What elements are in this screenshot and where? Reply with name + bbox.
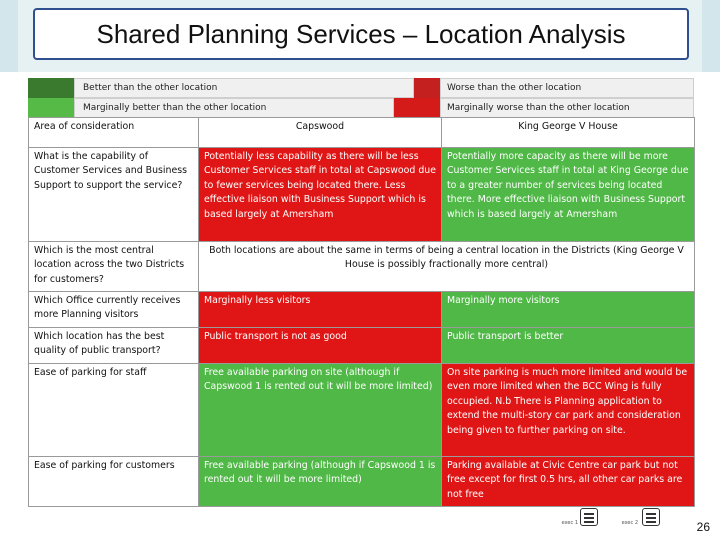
capswood-cell: Free available parking (although if Capswood 1 is rented out it will be more limited) [199, 457, 442, 507]
kgv-cell: Parking available at Civic Centre car park but not free except for first 0.5 hrs, all other car parks are not free [442, 457, 695, 507]
list-icon [642, 508, 660, 526]
decoration-caption: exec 2 [621, 520, 638, 526]
table-row [29, 328, 695, 364]
row-question: Which is the most central location across the two Districts for customers? [29, 242, 199, 292]
row-question: What is the capability of Customer Services and Business Support to support the service? [29, 148, 199, 242]
capswood-cell: Potentially less capability as there will be less Customer Services staff in total at Capswood due to fewer services being located there. Less effective liaison with Business Support which is based largely at Amersham [199, 148, 442, 242]
page-number: 26 [696, 520, 710, 534]
legend-text-better: Better than the other location [83, 83, 218, 93]
legend [28, 78, 694, 118]
legend-swatch-better [28, 78, 74, 98]
legend-label-marginally-worse [440, 98, 694, 118]
header-kgv: King George V House [442, 118, 695, 148]
legend-swatch-marginally-worse [394, 98, 440, 118]
header-stripe [702, 0, 720, 72]
row-question: Ease of parking for staff [29, 364, 199, 457]
comparison-table [28, 117, 695, 507]
table-row [29, 457, 695, 507]
table-row [29, 364, 695, 457]
table-row [29, 242, 695, 292]
capswood-cell: Public transport is not as good [199, 328, 442, 364]
decoration-caption: exec 1 [561, 520, 578, 526]
table-row [29, 292, 695, 328]
table-row [29, 148, 695, 242]
legend-text-marginally-better: Marginally better than the other location [83, 103, 267, 113]
legend-label-worse [440, 78, 694, 98]
kgv-cell: Marginally more visitors [442, 292, 695, 328]
legend-label-marginally-better [74, 98, 394, 118]
legend-swatch-worse [414, 78, 440, 98]
table-header-row [29, 118, 695, 148]
legend-swatch-marginally-better [28, 98, 74, 118]
kgv-cell: On site parking is much more limited and would be even more limited when the BCC Wing is fully occupied. N.b There is Planning application to extend the multi-story car park and consideration being given to further parking on site. [442, 364, 695, 457]
kgv-cell: Public transport is better [442, 328, 695, 364]
list-icon [580, 508, 598, 526]
capswood-cell: Marginally less visitors [199, 292, 442, 328]
row-question: Which Office currently receives more Planning visitors [29, 292, 199, 328]
header-capswood: Capswood [199, 118, 442, 148]
legend-text-marginally-worse: Marginally worse than the other location [447, 103, 630, 113]
kgv-cell: Potentially more capacity as there will be more Customer Services staff in total at King George due to a greater number of services being located there. More effective liaison with Business Support which is based largely at Amersham [442, 148, 695, 242]
slide-title: Shared Planning Services – Location Analysis [33, 8, 689, 60]
row-question: Which location has the best quality of public transport? [29, 328, 199, 364]
header-stripe [0, 0, 18, 72]
legend-label-better [74, 78, 414, 98]
combined-cell: Both locations are about the same in terms of being a central location in the Districts (King George V House is possibly fractionally more central) [199, 242, 695, 292]
capswood-cell: Free available parking on site (although if Capswood 1 is rented out it will be more limited) [199, 364, 442, 457]
header-area: Area of consideration [29, 118, 199, 148]
row-question: Ease of parking for customers [29, 457, 199, 507]
legend-text-worse: Worse than the other location [447, 83, 582, 93]
